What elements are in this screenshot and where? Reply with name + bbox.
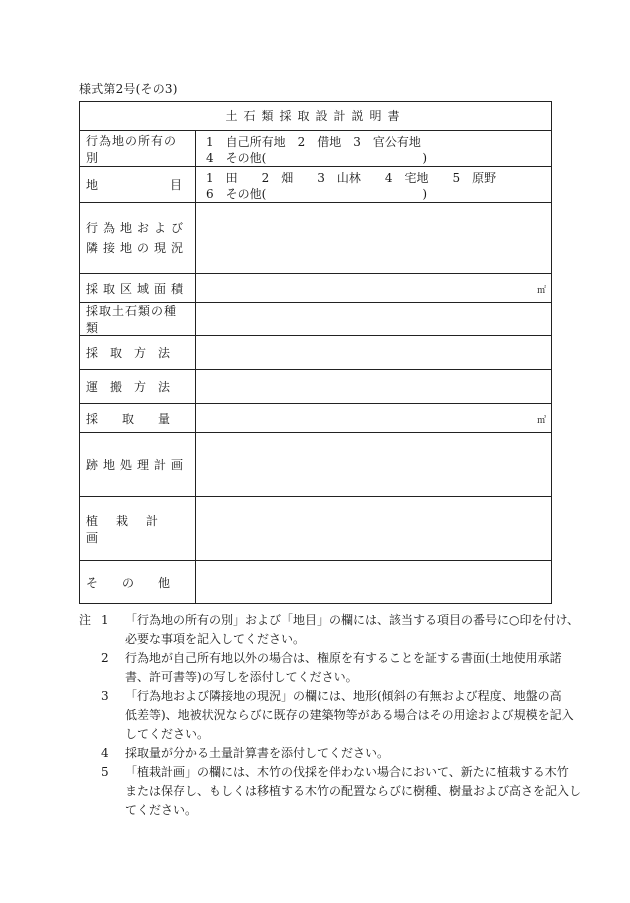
note-line: 必要な事項を記入してください。 <box>125 632 306 646</box>
row-restoration-plan <box>80 433 551 497</box>
row-label <box>80 303 196 335</box>
note-text <box>125 687 574 744</box>
row-transport-method <box>80 370 551 404</box>
extraction-method-label: 採 取 方 法 <box>86 346 171 360</box>
form-number-label: 様式第2号(その3) <box>79 82 178 96</box>
note-number: 3 <box>101 689 109 703</box>
transport-method-label: 運 搬 方 法 <box>86 380 171 394</box>
cubic-meter-unit: ㎥ <box>536 416 546 426</box>
note-line: 書、許可書等)の写しを添付してください。 <box>125 670 358 684</box>
note-line: 低差等)、地被状況ならびに既存の建築物等がある場合はその用途および規模を記入 <box>125 708 574 722</box>
note-number: 5 <box>101 765 109 779</box>
other-field[interactable] <box>196 561 551 603</box>
extraction-area-label: 採取区域面積 <box>86 281 189 296</box>
extraction-quantity-label: 採 取 量 <box>86 411 171 426</box>
row-label <box>80 167 196 202</box>
square-meter-unit: ㎡ <box>536 286 546 296</box>
note-line: または保存し、もしくは移植する木竹の配置ならびに樹種、樹量および高さを記入し <box>125 784 582 798</box>
land-category-options-line-2: 6 その他( ) <box>206 187 427 201</box>
note-text <box>125 763 581 820</box>
planting-plan-label: 植 栽 計 画 <box>86 513 177 545</box>
ownership-label: 行為地の所有の別 <box>86 133 178 165</box>
ownership-options-line-1: 1 自己所有地 2 借地 3 官公有地 <box>206 135 421 149</box>
row-current-state <box>80 203 551 274</box>
notes-mark: 注 <box>79 613 92 627</box>
current-state-field[interactable] <box>196 203 551 273</box>
form-title: 土石類採取設計説明書 <box>80 102 551 131</box>
extraction-method-field[interactable] <box>196 336 551 369</box>
row-ownership <box>80 131 551 167</box>
row-label <box>80 370 196 403</box>
note-item <box>79 744 555 763</box>
row-other <box>80 561 551 603</box>
note-line: 「植栽計画」の欄には、木竹の伐採を伴わない場合において、新たに植栽する木竹 <box>125 765 569 779</box>
row-label <box>80 336 196 369</box>
row-label <box>80 433 196 496</box>
planting-plan-field[interactable] <box>196 497 551 560</box>
row-extraction-area <box>80 274 551 303</box>
row-label <box>80 203 196 273</box>
ownership-options-line-2: 4 その他( ) <box>206 151 427 165</box>
current-state-label-line-2: 隣接地の現況 <box>86 241 189 255</box>
row-extraction-quantity <box>80 404 551 433</box>
other-label: そ の 他 <box>86 575 171 590</box>
design-description-form <box>79 101 552 604</box>
note-line: 「行為地および隣接地の現況」の欄には、地形(傾斜の有無および程度、地盤の高 <box>125 689 562 703</box>
land-category-label: 地 目 <box>86 178 183 192</box>
row-label <box>80 404 196 432</box>
note-number: 1 <box>101 613 109 627</box>
restoration-plan-field[interactable] <box>196 433 551 496</box>
note-line: 「行為地の所有の別」および「地目」の欄には、該当する項目の番号に○印を付け、 <box>125 613 579 627</box>
row-planting-plan <box>80 497 551 561</box>
current-state-label-line-1: 行為地および <box>86 221 189 235</box>
row-land-category <box>80 167 551 203</box>
material-type-label: 採取土石類の種類 <box>86 304 178 335</box>
land-category-field[interactable] <box>196 167 551 202</box>
note-line: 行為地が自己所有地以外の場合は、権原を有することを証する書面(土地使用承諾 <box>125 651 562 665</box>
note-number: 2 <box>101 651 109 665</box>
land-category-options-line-1: 1 田 2 畑 3 山林 4 宅地 5 原野 <box>206 171 497 185</box>
restoration-plan-label: 跡地処理計画 <box>86 458 189 472</box>
row-label <box>80 497 196 560</box>
note-text <box>125 744 555 763</box>
note-item <box>79 611 579 649</box>
row-label <box>80 274 196 302</box>
note-number: 4 <box>101 746 109 760</box>
row-material-type <box>80 303 551 336</box>
extraction-quantity-field[interactable] <box>196 404 551 432</box>
material-type-field[interactable] <box>196 303 551 335</box>
note-text <box>125 649 562 687</box>
note-item <box>79 687 574 744</box>
note-line: てください。 <box>125 803 198 817</box>
notes-section <box>79 611 582 820</box>
row-extraction-method <box>80 336 551 370</box>
note-text <box>125 611 579 649</box>
transport-method-field[interactable] <box>196 370 551 403</box>
row-label <box>80 561 196 603</box>
note-item <box>79 649 562 687</box>
row-label <box>80 131 196 166</box>
note-item <box>79 763 582 820</box>
note-line: してください。 <box>125 727 210 741</box>
note-line: 採取量が分かる土量計算書を添付してください。 <box>125 746 390 760</box>
ownership-field[interactable] <box>196 131 551 166</box>
extraction-area-field[interactable] <box>196 274 551 302</box>
